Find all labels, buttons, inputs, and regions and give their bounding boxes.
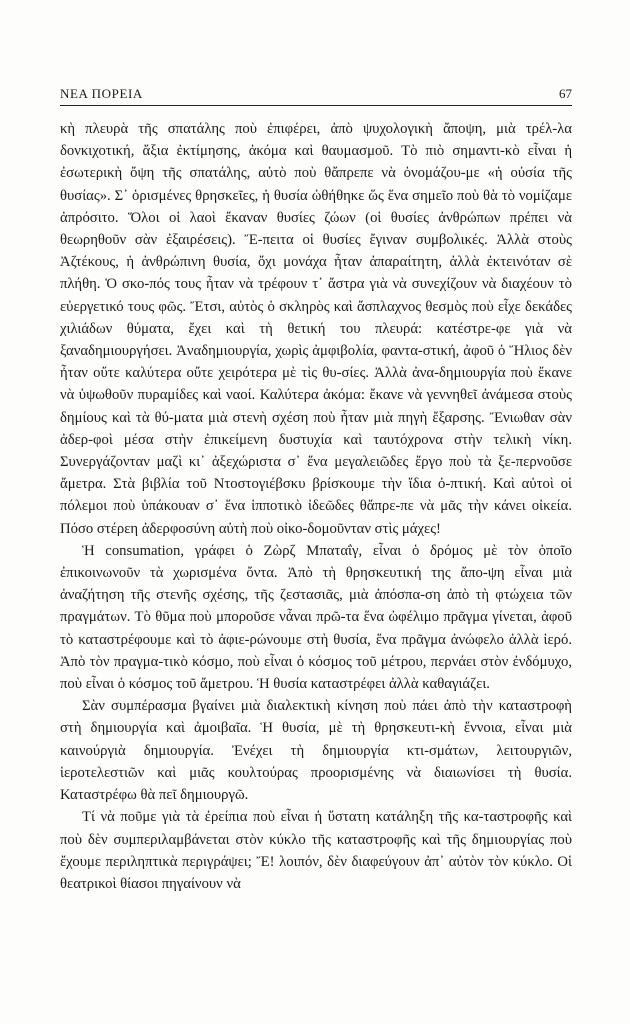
paragraph: Ἡ consumation, γράφει ὁ Ζὼρζ Μπαταΐγ, εἶναι ὁ δρόμος μὲ τὸν ὁποῖο ἐπικοινωνοῦν τὰ χωρισμένα ὄντα. Ἀπὸ τὴ θρησκευτική της ἄπο-ψη εἶναι μιὰ ἀναζήτηση τῆς στενῆς σχέσης, τῆς ζεστασιᾶς, μιὰ ἀπόσπα-ση ἀπὸ τὴ φτώχεια τῶν πραγμάτων. Τὸ θῦμα ποὺ μποροῦσε νἆναι πρῶ-τα ἕνα ὠφέλιμο πρᾶγμα γίνεται, ἀφοῦ τὸ καταστρέφουμε καὶ τὸ ἀφιε-ρώνουμε στὴ θυσία, ἕνα πρᾶγμα ἀνώφελο ἀλλὰ ἱερό. Ἀπὸ τὸν πραγμα-τικὸ κόσμο, ποὺ εἶναι ὁ κόσμος τοῦ μέτρου, περνάει στὸν ἐνδόμυχο, ποὺ εἶναι ὁ κόσμος τοῦ ἄμετρου. Ἡ θυσία καταστρέφει ἀλλὰ καθαγιάζει. — [60, 542, 572, 693]
paragraph: κὴ πλευρὰ τῆς σπατάλης ποὺ ἐπιφέρει, ἀπὸ ψυχολογικὴ ἄποψη, μιὰ τρέλ-λα δονκιχοτική, ἄξια ἐκτίμησης, ἀκόμα καὶ θαυμασμοῦ. Τὸ πιὸ σημαντι-κὸ εἶναι ἡ ἐσωτερικὴ ὄψη τῆς σπατάλης, αὐτὸ ποὺ θἄπρεπε νὰ ὀνομάζου-με «ἡ οὐσία τῆς θυσίας». Σ᾿ ὁρισμένες θρησκεῖες, ἡ θυσία ὠθήθηκε ὥς ἕνα σημεῖο ποὺ θὰ τὸ νομίζαμε ἀπρόσιτο. Ὅλοι οἱ λαοὶ ἔκαναν θυσίες ζώων (οἱ θυσίες ἀνθρώπων πρέπει νὰ θεωρηθοῦν σὰν ἐξαιρέσεις). Ἔ-πειτα οἱ θυσίες ἔγιναν συμβολικές. Ἀλλὰ στοὺς Ἀζτέκους, ἡ ἀνθρώπινη θυσία, ὄχι μονάχα ἦταν ἀπαραίτητη, ἀλλὰ ἐκτεινόταν σὲ πλήθη. Ὁ σκο-πός τους ἦταν νὰ τρέφουν τ᾿ ἄστρα γιὰ νὰ συνεχίζουν νὰ διαχέουν τὸ εὐεργετικό τους φῶς. Ἔτσι, αὐτὸς ὁ σκληρὸς καὶ ἄσπλαχνος θεσμὸς ποὺ εἶχε δεκάδες χιλιάδων θύματα, ἔχει καὶ τὴ θετική του πλευρά: κατέστρε-φε γιὰ νὰ ξαναδημιουργήσει. Ἀναδημιουργία, χωρὶς ἀμφιβολία, φαντα-στική, ἀφοῦ ὁ Ἥλιος δὲν ἦταν οὔτε καλύτερα οὔτε χειρότερα μὲ τὶς θυ-σίες. Ἀλλὰ ἀνα-δημιουργία ποὺ ἔκανε νὰ ὑψωθοῦν πυραμίδες καὶ ναοί. Καλύτερα ἀκόμα: ἔκανε νὰ γεννηθεῖ ἀνάμεσα στοὺς δημίους καὶ τὰ θύ-ματα μιὰ στενὴ σχέση ποὺ ἦταν μιὰ πηγὴ ἔξαρσης. Ἔνιωθαν σὰν ἀδερ-φοὶ μέσα στὴν ἐπικείμενη δυστυχία καὶ ταυτόχρονα στὴν τελικὴ νίκη. Συνεργάζονταν μαζὶ κι᾿ ἀξεχώριστα σ᾿ ἕνα μεγαλειῶδες ἔργο ποὺ τὰ ξε-περνοῦσε ἄμετρα. Στὰ βιβλία τοῦ Ντοστογιέβσκυ βρίσκουμε τὴν ἴδια ὀ-πτική. Καὶ αὐτοὶ οἱ πόλεμοι ποὺ ὑπάκουαν σ᾿ ἕνα ἱπποτικὸ ἰδεῶδες θἄπρε-πε νὰ μᾶς τὴν κάνει οἰκεία. Πόσο στέρεη ἀδερφοσύνη αὐτὴ ποὺ οἰκο-δομοῦνταν στὶς μάχες! — [60, 121, 572, 537]
body-text — [60, 118, 572, 895]
page-header — [60, 80, 572, 106]
paragraph: Σὰν συμπέρασμα βγαίνει μιὰ διαλεκτικὴ κίνηση ποὺ πάει ἀπὸ τὴν καταστροφὴ στὴ δημιουργία καὶ ἀμοιβαῖα. Ἡ θυσία, μὲ τὴ θρησκευτι-κὴ ἔννοια, εἶναι μιὰ καινούργιὰ δημιουργία. Ἐνέχει τὴ δημιουργία κτι-σμάτων, λειτουργιῶν, ἱεροτελεστιῶν καὶ μιᾶς κουλτούρας προορισμένης νὰ διαιωνίσει τὴ θυσία. Καταστρέφω θὰ πεῖ δημιουργῶ. — [60, 698, 572, 804]
paragraph: Τί νὰ ποῦμε γιὰ τὰ ἐρείπια ποὺ εἶναι ἡ ὕστατη κατάληξη τῆς κα-ταστροφῆς καὶ ποὺ δὲν συμπεριλαμβάνεται στὸν κύκλο τῆς καταστροφῆς καὶ τῆς δημιουργίας ποὺ ἔχουμε περιληπτικὰ περιγράψει; Ἔ! λοιπόν, δὲν διαφεύγουν ἀπ᾿ αὐτὸν τὸν κύκλο. Οἱ θεατρικοὶ θίασοι πηγαίνουν νὰ — [60, 809, 572, 892]
page-number: 67 — [559, 86, 572, 101]
running-title: ΝΕΑ ΠΟΡΕΙΑ — [60, 86, 143, 101]
